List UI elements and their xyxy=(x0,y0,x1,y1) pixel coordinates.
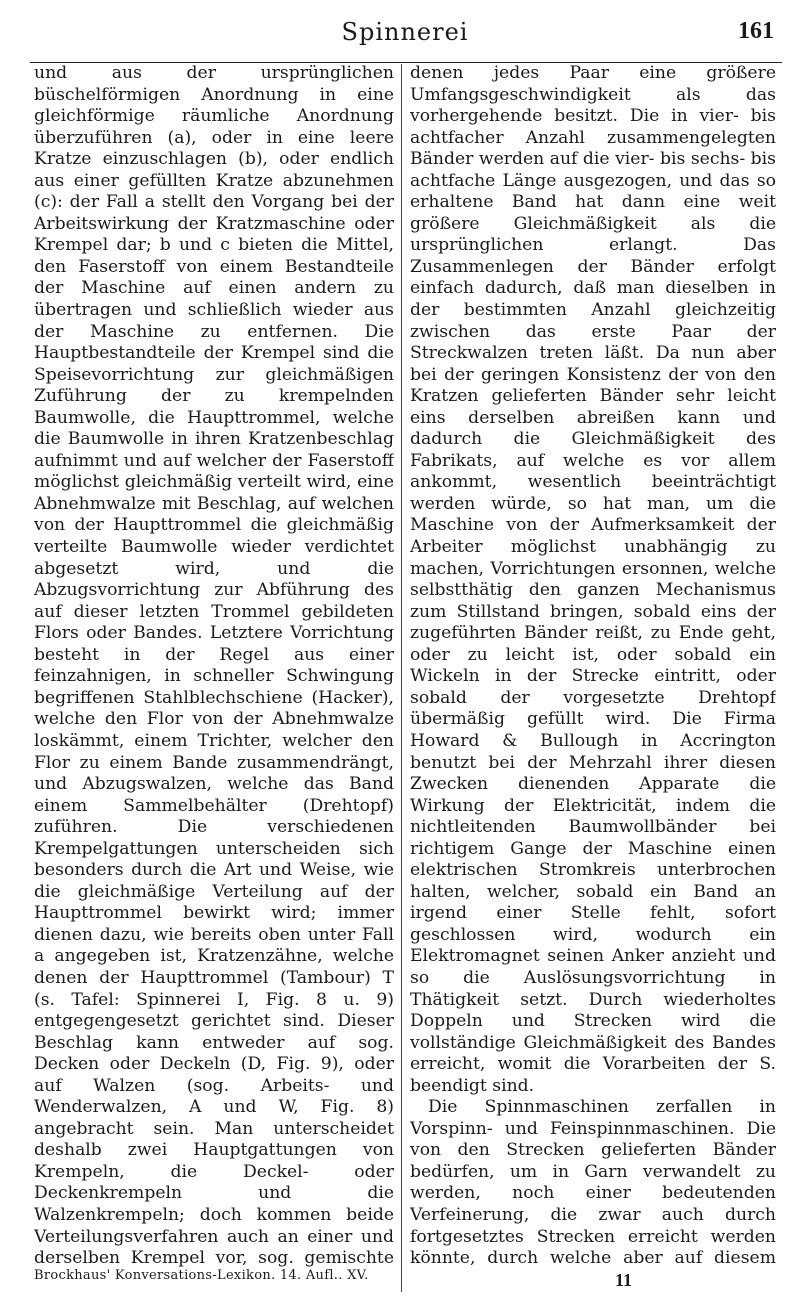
left-column xyxy=(34,63,394,1269)
running-title: Spinnerei xyxy=(341,18,469,46)
page-number: 161 xyxy=(738,18,774,44)
publisher-footer: Brockhaus' Konversations-Lexikon. 14. Aufl.. XV. xyxy=(34,1268,369,1283)
paragraph: Die Spinnmaschinen zerfallen in Vorspinn- und Feinspinnmaschinen. Die von den Strecken gelieferten Bänder bedürfen, um in Garn verwandelt zu werden, noch einer bedeutenden Verfeinerung, die zwar auch durch fortgesetztes Strecken erreicht werden könnte, durch welche aber auf diesem xyxy=(410,1097,776,1269)
right-column xyxy=(410,63,776,1269)
column-divider xyxy=(401,64,402,1292)
signature-mark: 11 xyxy=(615,1270,633,1290)
paragraph: denen jedes Paar eine größere Umfangsgeschwindigkeit als das vorhergehende besitzt. Die in vier- bis achtfacher Anzahl zusammengelegten Bänder werden auf die vier- bis sechs- bis achtfache Länge ausgezogen, und das so erhaltene Band hat dann eine weit größere Gleichmäßigkeit als die ursprünglichen erlangt. Das Zusammenlegen der Bänder erfolgt einfach dadurch, daß man dieselben in der bestimmten Anzahl gleichzeitig zwischen das erste Paar der Streckwalzen treten läßt. Da nun aber bei der geringen Konsistenz der von den Kratzen gelieferten Bänder sehr leicht eins derselben abreißen kann und dadurch die Gleichmäßigkeit des Fabrikats, auf welche es vor allem ankommt, wesentlich beeinträchtigt werden würde, so hat man, um die Maschine von der Aufmerksamkeit der Arbeiter möglichst unabhängig zu machen, Vorrichtungen ersonnen, welche selbstthätig den ganzen Mechanismus zum Stillstand bringen, sobald eins der zugeführten Bänder reißt, zu Ende geht, oder zu leicht ist, oder sobald ein Wickeln in der Strecke eintritt, oder sobald der vorgesetzte Drehtopf übermäßig gefüllt wird. Die Firma Howard & Bullough in Accrington benutzt bei der Mehrzahl ihrer diesen Zwecken dienenden Apparate die Wirkung der Elektricität, indem die nichtleitenden Baumwollbänder bei richtigem Gange der Maschine einen elektrischen Stromkreis unterbrochen halten, welcher, sobald ein Band an irgend einer Stelle fehlt, sofort geschlossen wird, wodurch ein Elektromagnet seinen Anker anzieht und so die Auslösungsvorrichtung in Thätigkeit setzt. Durch wiederholtes Doppeln und Strecken wird die vollständige Gleichmäßigkeit des Bandes erreicht, womit die Vorarbeiten der S. beendigt sind. xyxy=(410,63,776,1096)
page-header xyxy=(30,14,780,58)
paragraph: und aus der ursprünglichen büschelförmigen Anordnung in eine gleichförmige räumliche Anordnung überzuführen (a), oder in eine leere Kratze einzuschlagen (b), oder endlich aus einer gefüllten Kratze abzunehmen (c): der Fall a stellt den Vorgang bei der Arbeitswirkung der Kratzmaschine oder Krempel dar; b und c bieten die Mittel, den Faserstoff von einem Bestandteile der Maschine auf einen andern zu übertragen und schließlich wieder aus der Maschine zu entfernen. Die Hauptbestandteile der Krempel sind die Speisevorrichtung zur gleichmäßigen Zuführung der zu krempelnden Baumwolle, die Haupttrommel, welche die Baumwolle in ihren Kratzenbeschlag aufnimmt und auf welcher der Faserstoff möglichst gleichmäßig verteilt wird, eine Abnehmwalze mit Beschlag, auf welchen von der Haupttrommel die gleichmäßig verteilte Baumwolle wieder verdichtet abgesetzt wird, und die Abzugsvorrichtung zur Abführung des auf dieser letzten Trommel gebildeten Flors oder Bandes. Letztere Vorrichtung besteht in der Regel aus einer feinzahnigen, in schneller Schwingung begriffenen Stahlblechschiene (Hacker), welche den Flor von der Abnehmwalze loskämmt, einem Trichter, welcher den Flor zu einem Bande zusammendrängt, und Abzugswalzen, welche das Band einem Sammelbehälter (Drehtopf) zuführen. Die verschiedenen Krempelgattungen unterscheiden sich besonders durch die Art und Weise, wie die gleichmäßige Verteilung auf der Haupttrommel bewirkt wird; immer dienen dazu, wie bereits oben unter Fall a angegeben ist, Kratzenzähne, welche denen der Haupttrommel (Tambour) T (s. Tafel: Spinnerei I, Fig. 8 u. 9) entgegengesetzt gerichtet sind. Dieser Beschlag kann entweder auf sog. Decken oder Deckeln (D, Fig. 9), oder auf Walzen (sog. Arbeits- und Wenderwalzen, A und W, Fig. 8) angebracht sein. Man unterscheidet deshalb zwei Hauptgattungen von Krempeln, die Deckel- oder Deckenkrempeln und die Walzenkrempeln; doch kommen beide Verteilungsverfahren auch an einer und derselben Krempel vor, sog. gemischte xyxy=(34,63,394,1269)
